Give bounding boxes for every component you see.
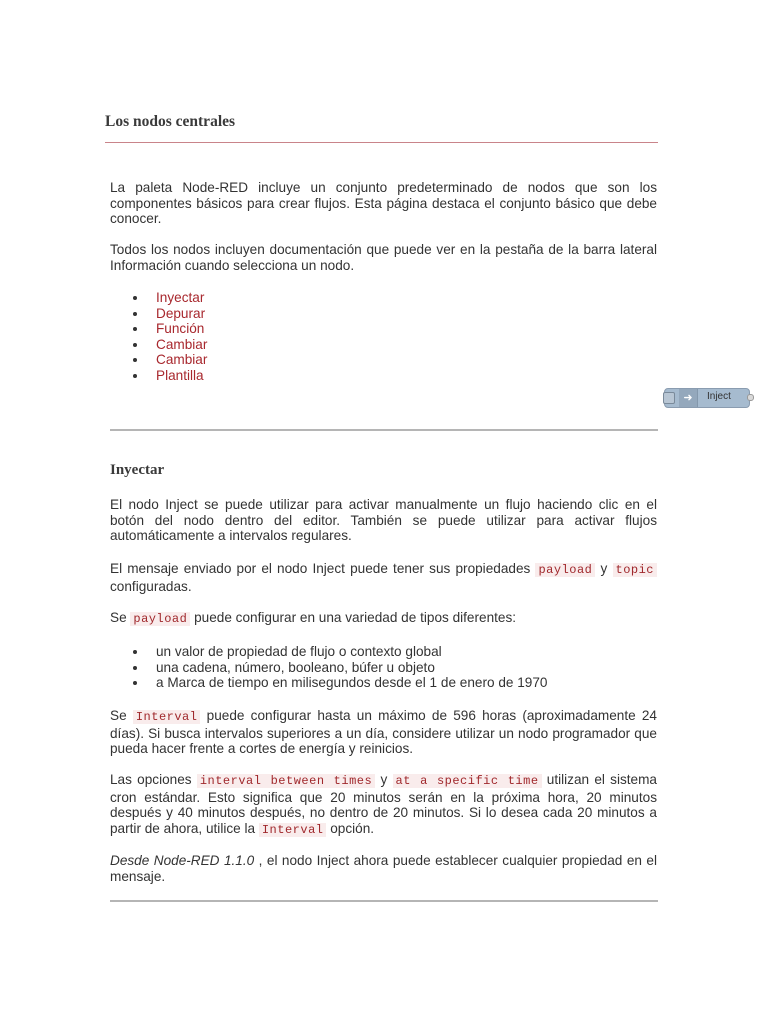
inject-paragraph-5: Las opciones interval between times y at a specific time utilizan el sistema cron estándar. Esto significa que 20 minutos serán en la próxima hora, 20 minutos después y 40 minutos después, no dentro de 20 minutos. Si lo desea cada 20 minutos a partir de ahora, utilice la Interval opción. bbox=[110, 772, 657, 837]
link-depurar[interactable]: Depurar bbox=[156, 305, 206, 321]
inject-paragraph-1: El nodo Inject se puede utilizar para activar manualmente un flujo haciendo clic en el botón del nodo dentro del editor. También se puede utilizar para activar flujos automáticamente a intervalos regulares. bbox=[110, 497, 657, 543]
code-interval: Interval bbox=[133, 710, 201, 724]
code-at-a-specific-time: at a specific time bbox=[393, 774, 542, 788]
arrow-right-icon: ➜ bbox=[679, 389, 698, 407]
code-payload-2: payload bbox=[130, 612, 190, 626]
list-item: un valor de propiedad de flujo o contexto global bbox=[110, 644, 657, 660]
node-output-port bbox=[747, 394, 754, 401]
link-plantilla[interactable]: Plantilla bbox=[156, 367, 204, 383]
node-links-list bbox=[110, 290, 657, 383]
payload-types-list bbox=[110, 644, 657, 691]
code-interval-2: Interval bbox=[259, 823, 327, 837]
link-funcion[interactable]: Función bbox=[156, 321, 205, 336]
list-item bbox=[110, 290, 657, 306]
page-title: Los nodos centrales bbox=[105, 113, 236, 130]
list-item bbox=[110, 306, 657, 322]
inject-node-graphic bbox=[664, 388, 750, 408]
section-divider-bottom bbox=[110, 900, 658, 902]
link-cambiar[interactable]: Cambiar bbox=[156, 336, 208, 352]
intro-paragraph-2: Todos los nodos incluyen documentación que puede ver en la pestaña de la barra lateral Información cuando selecciona un nodo. bbox=[110, 242, 657, 273]
list-item: a Marca de tiempo en milisegundos desde el 1 de enero de 1970 bbox=[110, 675, 657, 691]
inject-paragraph-3: Se payload puede configurar en una variedad de tipos diferentes: bbox=[110, 610, 517, 626]
list-item: una cadena, número, booleano, búfer u objeto bbox=[110, 660, 657, 676]
intro-paragraph-1: La paleta Node-RED incluye un conjunto predeterminado de nodos que son los componentes básicos para crear flujos. Esta página destaca el conjunto básico que debe conocer. bbox=[110, 180, 657, 226]
inject-paragraph-4: Se Interval puede configurar hasta un máximo de 596 horas (aproximadamente 24 días). Si busca intervalos superiores a un día, considere utilizar un nodo programador que pueda hacer frente a cortes de energía y reinicios. bbox=[110, 708, 657, 756]
code-payload: payload bbox=[535, 563, 595, 577]
inject-paragraph-6: Desde Node-RED 1.1.0 , el nodo Inject ahora puede establecer cualquier propiedad en el mensaje. bbox=[110, 853, 657, 884]
link-inyectar[interactable]: Inyectar bbox=[156, 290, 205, 305]
link-cambiar-2[interactable]: Cambiar bbox=[156, 352, 208, 367]
list-item bbox=[110, 337, 657, 353]
node-label: Inject bbox=[707, 391, 731, 402]
list-item bbox=[110, 352, 657, 368]
section-title-inyectar: Inyectar bbox=[110, 462, 165, 478]
node-button bbox=[663, 392, 675, 404]
code-interval-between-times: interval between times bbox=[197, 774, 375, 788]
inject-paragraph-2: El mensaje enviado por el nodo Inject puede tener sus propiedades payload y topic configuradas. bbox=[110, 561, 657, 594]
list-item bbox=[110, 368, 657, 384]
title-divider bbox=[105, 142, 658, 143]
list-item bbox=[110, 321, 657, 337]
section-divider bbox=[110, 429, 658, 431]
code-topic: topic bbox=[613, 563, 658, 577]
